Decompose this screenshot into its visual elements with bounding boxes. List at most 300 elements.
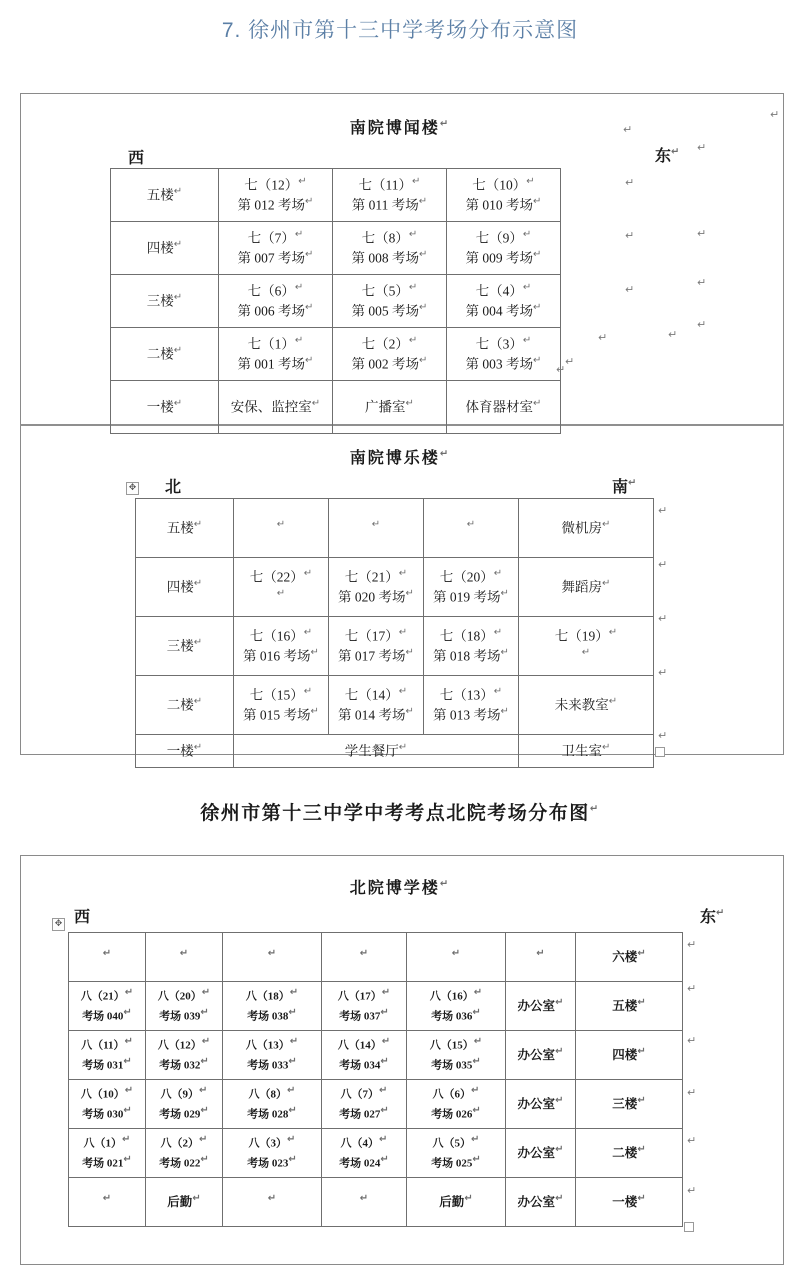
room-cell[interactable] — [146, 933, 223, 982]
paragraph-mark-icon: ↵ — [522, 334, 532, 346]
paragraph-mark-icon: ↵ — [193, 577, 203, 589]
paragraph-mark-icon: ↵ — [408, 228, 418, 240]
room-cell[interactable] — [322, 982, 407, 1031]
cell-line-2: 考场 033↵ — [247, 1056, 297, 1072]
paragraph-mark-icon: ↵ — [625, 177, 635, 189]
paragraph-mark-icon: ↵ — [305, 302, 314, 313]
paragraph-mark-icon: ↵ — [380, 1056, 389, 1067]
cell-line-2: 考场 036↵ — [431, 1007, 481, 1023]
room-cell[interactable] — [424, 558, 519, 617]
table-row[interactable] — [136, 499, 654, 558]
floor-label-cell[interactable]: 五楼↵ — [136, 499, 234, 558]
room-cell[interactable] — [329, 558, 424, 617]
paragraph-mark-icon: ↵ — [408, 281, 418, 293]
direction-label-south-2: 南↵ — [612, 477, 637, 496]
cell-line-1 — [224, 1192, 320, 1211]
cell-line-2: 考场 028↵ — [247, 1105, 297, 1121]
cell-line-1: 七（13）↵ — [439, 685, 503, 703]
paragraph-mark-icon: ↵ — [381, 987, 391, 999]
direction-label-east-3: 东↵ — [700, 907, 725, 926]
room-cell[interactable] — [234, 676, 329, 735]
paragraph-mark-icon: ↵ — [472, 1056, 481, 1067]
room-cell[interactable] — [447, 381, 561, 434]
cell-line-1: 后勤↵ — [439, 1193, 473, 1210]
paragraph-mark-icon: ↵ — [439, 448, 451, 460]
paragraph-mark-icon: ↵ — [201, 1036, 211, 1048]
cell-line-1 — [323, 947, 405, 966]
room-cell[interactable] — [322, 1129, 407, 1178]
cell-line-2: 第 019 考场↵ — [433, 588, 509, 605]
room-cell[interactable] — [506, 982, 576, 1031]
room-cell[interactable] — [506, 1080, 576, 1129]
paragraph-mark-icon: ↵ — [123, 1105, 132, 1116]
paragraph-mark-icon: ↵ — [173, 397, 183, 409]
room-cell[interactable] — [407, 1129, 506, 1178]
table-row[interactable] — [111, 328, 561, 381]
paragraph-mark-icon: ↵ — [310, 706, 319, 717]
building-title-bole: 南院博乐楼↵ — [349, 448, 451, 467]
paragraph-mark-icon: ↵ — [536, 948, 545, 960]
paragraph-mark-icon: ↵ — [379, 1085, 388, 1097]
cell-line-2: 第 003 考场↵ — [465, 355, 542, 372]
room-cell[interactable] — [223, 933, 322, 982]
paragraph-mark-icon: ↵ — [473, 987, 483, 999]
room-cell[interactable] — [223, 982, 322, 1031]
room-cell[interactable] — [219, 328, 333, 381]
table-row[interactable] — [136, 676, 654, 735]
room-cell[interactable] — [333, 381, 447, 434]
direction-label-east-1: 东↵ — [655, 146, 680, 165]
room-cell[interactable] — [447, 275, 561, 328]
room-cell[interactable] — [576, 1080, 683, 1129]
floor-label-cell[interactable]: 一楼↵ — [111, 381, 219, 434]
cell-line-1 — [235, 518, 327, 538]
paragraph-mark-icon: ↵ — [555, 1144, 564, 1156]
paragraph-mark-icon: ↵ — [294, 334, 304, 346]
paragraph-mark-icon: ↵ — [359, 1193, 369, 1205]
room-cell[interactable] — [333, 328, 447, 381]
room-cell[interactable] — [223, 1080, 322, 1129]
floor-label-cell[interactable]: 二楼↵ — [136, 676, 234, 735]
table-row[interactable] — [69, 1129, 683, 1178]
paragraph-mark-icon: ↵ — [533, 249, 542, 260]
room-cell[interactable] — [576, 1031, 683, 1080]
paragraph-mark-icon: ↵ — [472, 1105, 481, 1116]
paragraph-mark-icon: ↵ — [201, 987, 211, 999]
room-cell[interactable] — [576, 982, 683, 1031]
row-paragraph-mark-icon: ↵ — [687, 1185, 697, 1197]
paragraph-mark-icon: ↵ — [637, 1193, 646, 1205]
paragraph-mark-icon: ↵ — [179, 948, 189, 960]
paragraph-mark-icon: ↵ — [556, 364, 566, 376]
cell-line-1: 七（10）↵ — [472, 175, 535, 193]
cell-line-1: 微机房↵ — [561, 518, 611, 536]
room-cell[interactable] — [407, 1178, 506, 1227]
room-cell[interactable] — [146, 1178, 223, 1227]
room-cell[interactable] — [322, 1031, 407, 1080]
cell-line-1: 七（5）↵ — [361, 281, 418, 299]
paragraph-mark-icon: ↵ — [200, 1007, 209, 1018]
cell-line-1: 七（18）↵ — [439, 626, 503, 644]
cell-line-2: 考场 025↵ — [431, 1154, 481, 1170]
paragraph-mark-icon: ↵ — [533, 397, 542, 409]
paragraph-mark-icon: ↵ — [608, 695, 618, 707]
cell-line-1: 七（19）↵ — [554, 626, 618, 644]
room-cell[interactable] — [333, 222, 447, 275]
paragraph-mark-icon: ↵ — [359, 948, 369, 960]
room-cell[interactable] — [219, 222, 333, 275]
room-cell[interactable] — [576, 1178, 683, 1227]
cell-line-1: 七（11）↵ — [358, 175, 421, 193]
room-cell[interactable] — [223, 1178, 322, 1227]
cell-line-1: 七（1）↵ — [247, 334, 304, 352]
room-cell[interactable] — [506, 1031, 576, 1080]
paragraph-mark-icon: ↵ — [526, 175, 535, 187]
table-nanyuan-bole[interactable] — [135, 498, 654, 768]
room-cell[interactable] — [506, 1129, 576, 1178]
paragraph-mark-icon: ↵ — [439, 118, 451, 130]
cell-line-2: 第 004 考场↵ — [465, 302, 542, 319]
paragraph-mark-icon: ↵ — [287, 1134, 296, 1146]
room-cell[interactable] — [69, 933, 146, 982]
paragraph-mark-icon: ↵ — [464, 1193, 473, 1205]
room-cell[interactable] — [519, 676, 654, 735]
cell-line-1: 八（9）↵ — [160, 1085, 208, 1102]
room-cell[interactable] — [322, 933, 407, 982]
cell-line-2: 考场 040↵ — [82, 1007, 132, 1023]
room-cell[interactable] — [223, 1129, 322, 1178]
cell-line-1: 七（8）↵ — [361, 228, 418, 246]
paragraph-mark-icon: ↵ — [419, 302, 428, 313]
paragraph-mark-icon: ↵ — [602, 741, 611, 753]
paragraph-mark-icon: ↵ — [589, 803, 600, 815]
cell-line-1 — [224, 947, 320, 966]
cell-line-1: 八（10）↵ — [80, 1085, 134, 1102]
room-cell[interactable] — [146, 1031, 223, 1080]
room-cell[interactable] — [333, 169, 447, 222]
room-cell[interactable] — [407, 1031, 506, 1080]
cell-line-1 — [425, 518, 517, 538]
paragraph-mark-icon: ↵ — [193, 636, 203, 648]
paragraph-mark-icon: ↵ — [555, 1095, 564, 1107]
paragraph-mark-icon: ↵ — [473, 1036, 483, 1048]
paragraph-mark-icon: ↵ — [405, 647, 414, 658]
room-cell[interactable] — [506, 933, 576, 982]
room-cell[interactable] — [576, 933, 683, 982]
paragraph-mark-icon: ↵ — [371, 518, 381, 530]
floor-label-cell[interactable]: 二楼↵ — [111, 328, 219, 381]
paragraph-mark-icon: ↵ — [398, 626, 408, 638]
direction-label-west-1: 西 — [128, 150, 145, 167]
cell-line-2: 考场 037↵ — [339, 1007, 389, 1023]
paragraph-mark-icon: ↵ — [294, 281, 304, 293]
paragraph-mark-icon: ↵ — [472, 1007, 481, 1018]
table-beiyuan-boxue[interactable] — [68, 932, 683, 1227]
table-row[interactable] — [136, 735, 654, 768]
room-cell[interactable] — [219, 381, 333, 434]
room-cell[interactable] — [322, 1080, 407, 1129]
cell-line-1: 七（6）↵ — [247, 281, 304, 299]
cell-line-1: 五楼↵ — [612, 997, 646, 1014]
floor-label-cell[interactable]: 四楼↵ — [111, 222, 219, 275]
room-cell[interactable] — [519, 499, 654, 558]
paragraph-mark-icon: ↵ — [303, 626, 313, 638]
cell-line-2: 第 002 考场↵ — [351, 355, 428, 372]
paragraph-mark-icon: ↵ — [471, 1085, 480, 1097]
cell-line-2: 第 017 考场↵ — [338, 647, 414, 664]
cell-line-1 — [70, 1192, 144, 1211]
cell-line-1: 八（13）↵ — [245, 1036, 299, 1053]
cell-line-1: 八（20）↵ — [157, 987, 211, 1004]
table-row[interactable] — [111, 222, 561, 275]
cell-line-1 — [408, 947, 504, 966]
cell-line-2: 第 018 考场↵ — [433, 647, 509, 664]
room-cell[interactable] — [519, 617, 654, 676]
room-cell[interactable] — [407, 1080, 506, 1129]
paragraph-mark-icon: ↵ — [380, 1007, 389, 1018]
paragraph-mark-icon: ↵ — [493, 685, 503, 697]
row-paragraph-mark-icon: ↵ — [687, 939, 697, 951]
cell-line-1 — [147, 947, 221, 966]
table-row[interactable] — [111, 169, 561, 222]
cell-line-2: 考场 023↵ — [247, 1154, 297, 1170]
table-move-handle-bole[interactable]: ✥ — [126, 482, 139, 495]
row-paragraph-mark-icon: ↵ — [687, 1035, 697, 1047]
room-cell[interactable] — [69, 1178, 146, 1227]
cell-line-1: 后勤↵ — [167, 1193, 201, 1210]
building-title-bowen: 南院博闻楼↵ — [349, 118, 451, 137]
cell-line-2: 考场 022↵ — [159, 1154, 209, 1170]
paragraph-mark-icon: ↵ — [522, 228, 532, 240]
cell-line-1: 四楼↵ — [612, 1046, 646, 1063]
floor-label-cell[interactable]: 五楼↵ — [111, 169, 219, 222]
paragraph-mark-icon: ↵ — [199, 1134, 208, 1146]
room-cell[interactable] — [329, 617, 424, 676]
room-cell[interactable] — [69, 1080, 146, 1129]
table-resize-handle-boxue[interactable] — [684, 1222, 694, 1232]
cell-line-1: 体育器材室↵ — [465, 397, 542, 415]
cell-line-2: 第 001 考场↵ — [237, 355, 314, 372]
room-cell[interactable] — [447, 328, 561, 381]
page-title: 7. 徐州市第十三中学考场分布示意图 — [221, 19, 579, 42]
cell-line-2: 第 007 考场↵ — [237, 249, 314, 266]
cell-line-1: 八（2）↵ — [160, 1134, 208, 1151]
canteen-cell[interactable]: 学生餐厅↵ — [234, 735, 519, 768]
room-cell[interactable] — [424, 499, 519, 558]
paragraph-mark-icon: ↵ — [398, 685, 408, 697]
cell-line-1: 八（8）↵ — [248, 1085, 296, 1102]
cell-line-1 — [507, 947, 574, 966]
room-cell[interactable] — [329, 499, 424, 558]
cell-line-1 — [330, 518, 422, 538]
floor-label-cell[interactable]: 三楼↵ — [111, 275, 219, 328]
paragraph-mark-icon: ↵ — [173, 185, 183, 197]
paragraph-mark-icon: ↵ — [398, 741, 408, 753]
cell-line-1: 七（17）↵ — [344, 626, 408, 644]
row-paragraph-mark-icon: ↵ — [687, 1087, 697, 1099]
paragraph-mark-icon: ↵ — [303, 567, 313, 579]
paragraph-mark-icon: ↵ — [697, 319, 707, 331]
cell-line-1 — [323, 1192, 405, 1211]
paragraph-mark-icon: ↵ — [625, 230, 635, 242]
table-row[interactable] — [111, 381, 561, 434]
paragraph-mark-icon: ↵ — [500, 706, 509, 717]
cell-line-1: 办公室↵ — [517, 997, 564, 1014]
cell-line-1: 八（16）↵ — [429, 987, 483, 1004]
paragraph-mark-icon: ↵ — [193, 695, 203, 707]
room-cell[interactable] — [329, 676, 424, 735]
paragraph-mark-icon: ↵ — [200, 1154, 209, 1165]
paragraph-mark-icon: ↵ — [289, 987, 299, 999]
table-row[interactable] — [69, 1031, 683, 1080]
room-cell[interactable] — [234, 617, 329, 676]
paragraph-mark-icon: ↵ — [288, 1007, 297, 1018]
cell-line-1: 七（2）↵ — [361, 334, 418, 352]
cell-line-1: 七（3）↵ — [475, 334, 532, 352]
room-cell[interactable] — [333, 275, 447, 328]
floor-label-cell[interactable]: 三楼↵ — [136, 617, 234, 676]
room-cell[interactable] — [146, 1129, 223, 1178]
room-cell[interactable] — [424, 617, 519, 676]
row-paragraph-mark-icon: ↵ — [658, 559, 668, 571]
row-paragraph-mark-icon: ↵ — [658, 730, 668, 742]
row-paragraph-mark-icon: ↵ — [658, 505, 668, 517]
room-cell[interactable] — [407, 982, 506, 1031]
room-cell[interactable] — [219, 275, 333, 328]
table-row[interactable] — [69, 933, 683, 982]
paragraph-mark-icon: ↵ — [439, 878, 451, 890]
cell-line-1: 舞蹈房↵ — [561, 577, 611, 595]
room-cell[interactable] — [146, 1080, 223, 1129]
paragraph-mark-icon: ↵ — [493, 567, 503, 579]
paragraph-mark-icon: ↵ — [628, 477, 637, 489]
room-cell[interactable] — [69, 982, 146, 1031]
cell-line-1: 广播室↵ — [365, 397, 414, 415]
room-cell[interactable] — [69, 1031, 146, 1080]
paragraph-mark-icon: ↵ — [602, 518, 611, 530]
table-move-handle-boxue[interactable]: ✥ — [52, 918, 65, 931]
paragraph-mark-icon: ↵ — [555, 1193, 564, 1205]
paragraph-mark-icon: ↵ — [193, 741, 203, 753]
cell-line-1: 八（1）↵ — [83, 1134, 131, 1151]
room-cell[interactable] — [219, 169, 333, 222]
room-cell[interactable] — [69, 1129, 146, 1178]
table-row[interactable] — [136, 558, 654, 617]
paragraph-mark-icon: ↵ — [522, 281, 532, 293]
paragraph-mark-icon: ↵ — [192, 1193, 201, 1205]
cell-line-1: 安保、监控室↵ — [230, 397, 321, 415]
table-row[interactable] — [136, 617, 654, 676]
cell-line-2 — [235, 587, 327, 607]
cell-line-2: 考场 029↵ — [159, 1105, 209, 1121]
row-paragraph-mark-icon: ↵ — [658, 667, 668, 679]
cell-line-1: 七（16）↵ — [249, 626, 313, 644]
floor-label-cell[interactable]: 四楼↵ — [136, 558, 234, 617]
cell-line-1: 七（7）↵ — [247, 228, 304, 246]
room-cell[interactable] — [146, 982, 223, 1031]
room-cell[interactable] — [234, 558, 329, 617]
paragraph-mark-icon: ↵ — [697, 277, 707, 289]
cell-line-2: 考场 021↵ — [82, 1154, 132, 1170]
paragraph-mark-icon: ↵ — [287, 1085, 296, 1097]
paragraph-mark-icon: ↵ — [500, 588, 509, 599]
paragraph-mark-icon: ↵ — [288, 1154, 297, 1165]
room-cell[interactable] — [234, 499, 329, 558]
building-title-boxue: 北院博学楼↵ — [349, 878, 451, 897]
paragraph-mark-icon: ↵ — [637, 1046, 646, 1058]
paragraph-mark-icon: ↵ — [298, 175, 307, 187]
table-row[interactable] — [69, 1178, 683, 1227]
room-cell[interactable] — [576, 1129, 683, 1178]
paragraph-mark-icon: ↵ — [123, 1056, 132, 1067]
cell-line-1: 办公室↵ — [517, 1046, 564, 1063]
paragraph-mark-icon: ↵ — [310, 647, 319, 658]
table-resize-handle-bole[interactable] — [655, 747, 665, 757]
room-cell[interactable] — [447, 169, 561, 222]
paragraph-mark-icon: ↵ — [381, 1036, 391, 1048]
cell-line-1: 八（3）↵ — [248, 1134, 296, 1151]
room-cell[interactable] — [506, 1178, 576, 1227]
paragraph-mark-icon: ↵ — [697, 228, 707, 240]
table-row[interactable] — [111, 275, 561, 328]
paragraph-mark-icon: ↵ — [500, 647, 509, 658]
room-cell[interactable] — [223, 1031, 322, 1080]
paragraph-mark-icon: ↵ — [379, 1134, 388, 1146]
paragraph-mark-icon: ↵ — [123, 1007, 132, 1018]
paragraph-mark-icon: ↵ — [173, 291, 183, 303]
cell-line-2: 第 010 考场↵ — [465, 196, 542, 213]
cell-line-1: 办公室↵ — [517, 1144, 564, 1161]
paragraph-mark-icon: ↵ — [637, 997, 646, 1009]
cell-line-1: 八（4）↵ — [340, 1134, 388, 1151]
table-nanyuan-bowen[interactable] — [110, 168, 561, 434]
cell-line-1: 一楼↵ — [612, 1193, 646, 1210]
paragraph-mark-icon: ↵ — [405, 397, 414, 409]
paragraph-mark-icon: ↵ — [419, 249, 428, 260]
cell-line-1: 七（14）↵ — [344, 685, 408, 703]
paragraph-mark-icon: ↵ — [637, 1144, 646, 1156]
paragraph-mark-icon: ↵ — [200, 1056, 209, 1067]
room-cell[interactable] — [424, 676, 519, 735]
room-cell[interactable] — [519, 558, 654, 617]
cell-line-1: 八（5）↵ — [432, 1134, 480, 1151]
room-cell[interactable] — [407, 933, 506, 982]
paragraph-mark-icon: ↵ — [294, 228, 304, 240]
cell-line-1: 七（9）↵ — [475, 228, 532, 246]
floor-label-cell[interactable]: 一楼↵ — [136, 735, 234, 768]
cell-line-2: 第 013 考场↵ — [433, 706, 509, 723]
paragraph-mark-icon: ↵ — [555, 997, 564, 1009]
cell-line-1: 八（11）↵ — [81, 1036, 133, 1053]
cell-line-2: 第 020 考场↵ — [338, 588, 414, 605]
paragraph-mark-icon: ↵ — [173, 238, 183, 250]
room-cell[interactable] — [322, 1178, 407, 1227]
cell-line-2: 考场 024↵ — [339, 1154, 389, 1170]
cell-line-1: 七（20）↵ — [439, 567, 503, 585]
table-row[interactable] — [69, 982, 683, 1031]
cell-line-1: 七（15）↵ — [249, 685, 313, 703]
table-row[interactable] — [69, 1080, 683, 1129]
row-paragraph-mark-icon: ↵ — [770, 109, 780, 121]
clinic-cell[interactable]: 卫生室↵ — [519, 735, 654, 768]
cell-line-2: 第 005 考场↵ — [351, 302, 428, 319]
paragraph-mark-icon: ↵ — [288, 1105, 297, 1116]
room-cell[interactable] — [447, 222, 561, 275]
cell-line-1: 七（21）↵ — [344, 567, 408, 585]
cell-line-2: 考场 030↵ — [82, 1105, 132, 1121]
cell-line-2: 第 014 考场↵ — [338, 706, 414, 723]
cell-line-1: 未来教室↵ — [554, 695, 618, 713]
